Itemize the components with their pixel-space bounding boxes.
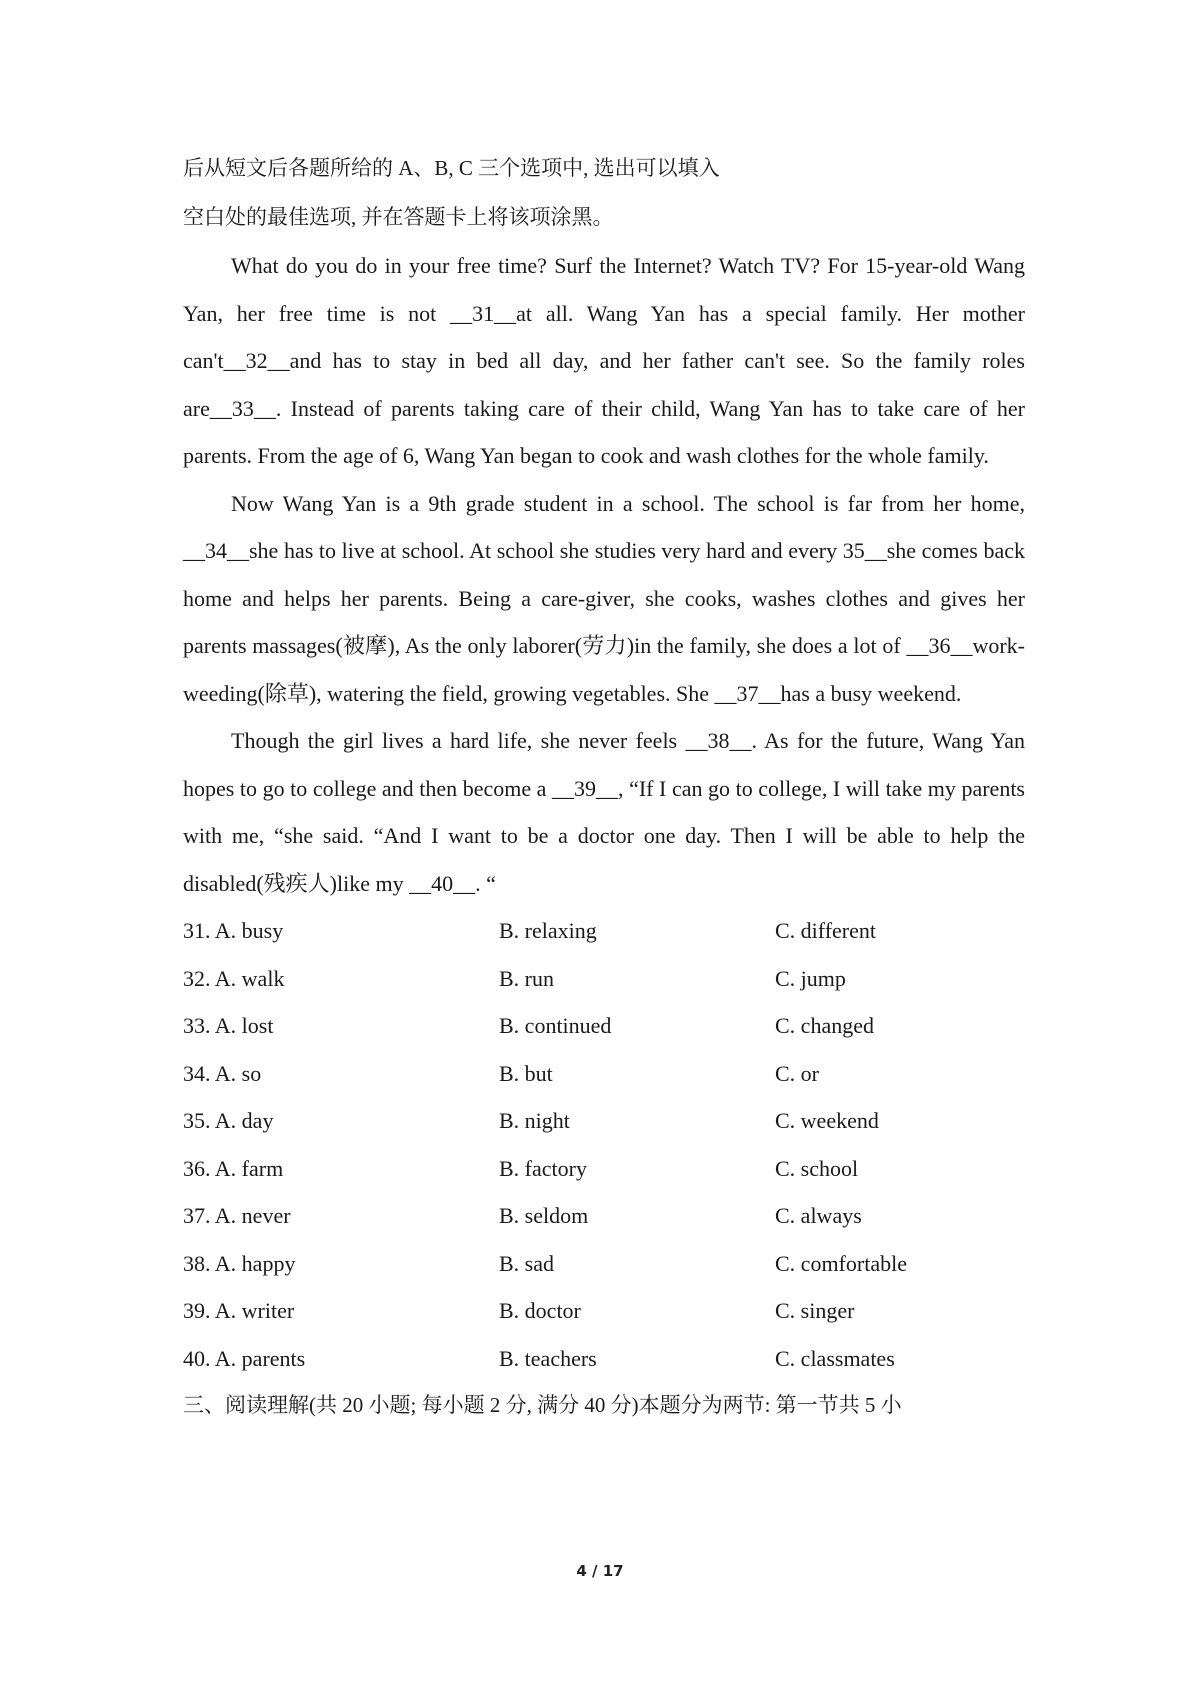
option-a: 33. A. lost bbox=[183, 1013, 274, 1038]
option-b: B. continued bbox=[499, 1013, 612, 1038]
option-row-35 bbox=[183, 1097, 1025, 1145]
option-a: 36. A. farm bbox=[183, 1155, 284, 1181]
passage-paragraph-3: Though the girl lives a hard life, she never feels __38__. As for the future, Wang Yan hopes to go to college and then become a __39__, “If I can go to college, I will take my parents with me, “she said. “And I want to be a doctor one day. Then I will be able to help the disabled(残疾人)like my __40__. “ bbox=[183, 728, 1025, 896]
option-c: C. different bbox=[775, 918, 877, 943]
option-a: 39. A. writer bbox=[183, 1298, 295, 1323]
option-a: 37. A. never bbox=[183, 1203, 291, 1228]
option-row-39 bbox=[183, 1287, 1025, 1335]
option-c: C. classmates bbox=[775, 1345, 895, 1371]
option-b: B. factory bbox=[499, 1155, 587, 1181]
option-a: 32. A. walk bbox=[183, 965, 285, 991]
option-a: 35. A. day bbox=[183, 1108, 274, 1133]
document-page bbox=[183, 144, 1025, 1430]
option-row-37 bbox=[183, 1192, 1025, 1240]
option-b: B. sad bbox=[499, 1250, 554, 1276]
option-row-40 bbox=[183, 1335, 1025, 1383]
section-heading: 三、阅读理解(共 20 小题; 每小题 2 分, 满分 40 分)本题分为两节: 第一节共 5 小 bbox=[183, 1393, 902, 1417]
option-b: B. teachers bbox=[499, 1345, 597, 1371]
option-b: B. but bbox=[499, 1060, 553, 1086]
instructions-line-1: 后从短文后各题所给的 A、B, C 三个选项中, 选出可以填入 bbox=[183, 156, 720, 180]
option-a: 40. A. parents bbox=[183, 1345, 306, 1371]
option-row-34 bbox=[183, 1050, 1025, 1098]
option-c: C. jump bbox=[775, 965, 846, 991]
option-b: B. night bbox=[499, 1108, 570, 1133]
option-a: 38. A. happy bbox=[183, 1250, 296, 1276]
passage-paragraph-1: What do you do in your free time? Surf the Internet? Watch TV? For 15-year-old Wang Yan, her free time is not __31__at all. Wang Yan has a special family. Her mother can't__32__and has to stay in bed all day, and her father can't see. So the family roles are__33__. Instead of parents taking care of their child, Wang Yan has to take care of her parents. From the age of 6, Wang Yan began to cook and wash clothes for the whole family. bbox=[183, 253, 1025, 468]
option-c: C. or bbox=[775, 1060, 819, 1086]
option-row-38 bbox=[183, 1240, 1025, 1288]
option-b: B. seldom bbox=[499, 1203, 589, 1228]
instructions-line-2: 空白处的最佳选项, 并在答题卡上将该项涂黑。 bbox=[183, 205, 614, 229]
option-c: C. weekend bbox=[775, 1108, 879, 1133]
option-c: C. comfortable bbox=[775, 1250, 907, 1276]
passage-paragraph-2: Now Wang Yan is a 9th grade student in a school. The school is far from her home, __34__she has to live at school. At school she studies very hard and every 35__she comes back home and helps her parents. Being a care-giver, she cooks, washes clothes and gives her parents massages(被摩), As the only laborer(劳力)in the family, she does a lot of __36__work-weeding(除草), watering the field, growing vegetables. She __37__has a busy weekend. bbox=[183, 490, 1025, 706]
option-b: B. relaxing bbox=[499, 918, 597, 943]
option-a: 31. A. busy bbox=[183, 918, 284, 943]
page-number: 4 / 17 bbox=[576, 1562, 624, 1580]
option-a: 34. A. so bbox=[183, 1060, 262, 1086]
cloze-passage bbox=[183, 242, 1025, 907]
option-c: C. changed bbox=[775, 1013, 874, 1038]
option-row-31 bbox=[183, 907, 1025, 955]
option-row-32 bbox=[183, 955, 1025, 1003]
option-row-36 bbox=[183, 1145, 1025, 1193]
option-row-33 bbox=[183, 1002, 1025, 1050]
option-c: C. singer bbox=[775, 1298, 855, 1323]
option-c: C. school bbox=[775, 1155, 859, 1181]
answer-options bbox=[183, 907, 1025, 1382]
option-c: C. always bbox=[775, 1203, 862, 1228]
option-b: B. run bbox=[499, 965, 554, 991]
option-b: B. doctor bbox=[499, 1298, 581, 1323]
